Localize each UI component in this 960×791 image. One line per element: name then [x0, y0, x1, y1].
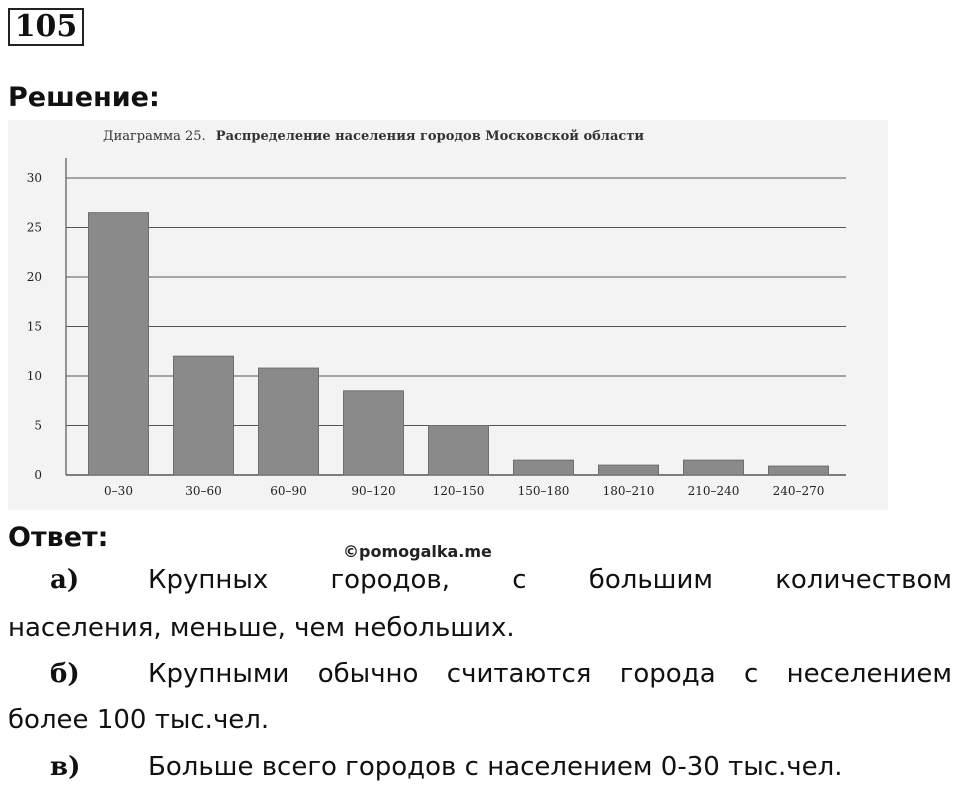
chart-title-prefix: Диаграмма 25.	[103, 129, 206, 144]
answer-b-text: Крупными обычно считаются города с неселением	[148, 659, 952, 689]
x-tick-label: 60–90	[270, 484, 307, 498]
bar-30–60	[174, 356, 234, 475]
x-tick-label: 150–180	[517, 484, 570, 498]
y-tick-label: 15	[26, 319, 42, 334]
x-tick-label: 120–150	[432, 484, 485, 498]
bar-90–120	[344, 391, 404, 475]
x-tick-label: 240–270	[772, 484, 825, 498]
bar-240–270	[769, 466, 829, 475]
answer-b-letter: б)	[50, 659, 80, 689]
answer-a-line1	[8, 564, 952, 596]
answer-c-text: Больше всего городов с населением 0-30 тыс.чел.	[148, 752, 843, 782]
bar-150–180	[514, 460, 574, 475]
answer-a-letter: а)	[50, 565, 80, 595]
answer-c-line1	[8, 751, 952, 783]
answer-c-letter: в)	[50, 752, 81, 782]
x-tick-label: 90–120	[351, 484, 396, 498]
solution-heading: Решение:	[8, 82, 160, 113]
answer-heading: Ответ:	[8, 522, 109, 553]
answer-a-text: Крупных городов, с большим количеством	[148, 565, 952, 595]
y-tick-label: 0	[34, 468, 42, 482]
bar-210–240	[684, 460, 744, 475]
y-tick-label: 20	[26, 270, 42, 284]
chart	[8, 120, 888, 510]
bar-chart	[8, 120, 888, 510]
x-tick-label: 180–210	[602, 484, 655, 498]
y-tick-label: 30	[26, 171, 42, 185]
bar-120–150	[429, 426, 489, 476]
y-tick-label: 10	[26, 369, 42, 383]
x-tick-label: 210–240	[687, 484, 740, 498]
x-tick-label: 0–30	[104, 484, 133, 498]
task-number: 105	[8, 8, 84, 46]
chart-title	[103, 129, 644, 144]
watermark: ©pomogalka.me	[343, 542, 492, 561]
bar-60–90	[259, 368, 319, 475]
bar-180–210	[599, 465, 659, 475]
answer-b-line2: более 100 тыс.чел.	[8, 705, 270, 735]
y-tick-label: 25	[26, 220, 42, 235]
y-tick-label: 5	[34, 418, 42, 433]
answer-a-line2: населения, меньше, чем небольших.	[8, 613, 515, 643]
answer-b-line1	[8, 658, 952, 690]
x-tick-label: 30–60	[185, 484, 222, 498]
chart-title-text: Распределение населения городов Московской области	[215, 129, 645, 144]
bar-0–30	[89, 213, 149, 475]
